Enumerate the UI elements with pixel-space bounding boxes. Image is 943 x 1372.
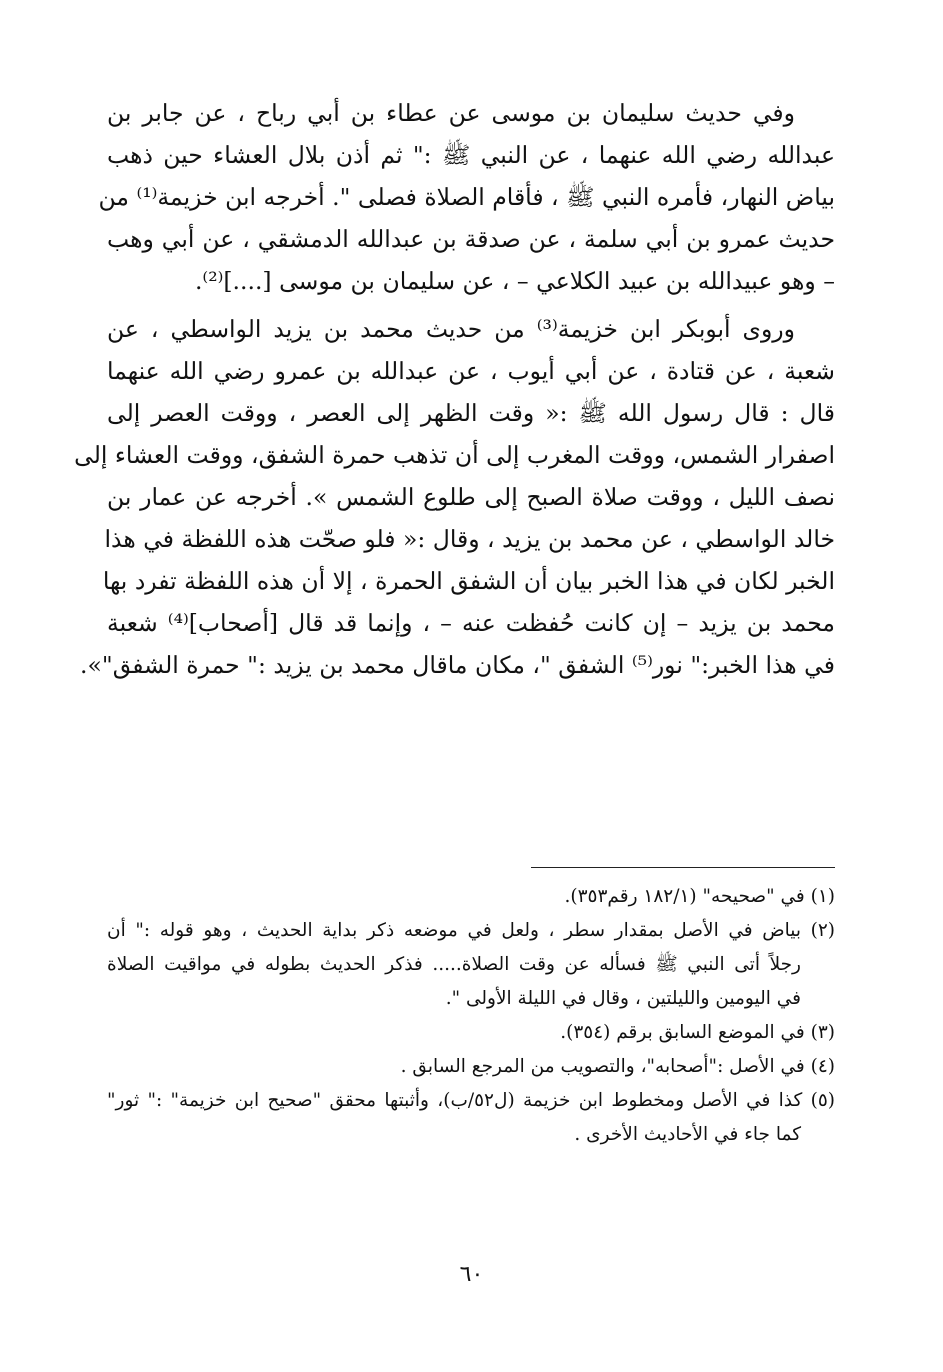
main-text bbox=[74, 92, 835, 686]
body-line: نصف الليل ، ووقت صلاة الصبح إلى طلوع الشمس ». أخرجه عن عمار بن bbox=[107, 483, 835, 511]
footnote-2-continued: في اليومين والليلتين ، وقال في الليلة الأولى ". bbox=[445, 988, 801, 1009]
body-line: شعبة ، عن قتادة ، عن أبي أيوب ، عن عبدالله بن عمرو رضي الله عنهما bbox=[107, 357, 835, 385]
body-line: بياض النهار، فأمره النبي ﷺ ، فأقام الصلاة فصلى ". أخرجه ابن خزيمة⁽¹⁾ من bbox=[98, 183, 835, 211]
footnote-2: (٢) بياض في الأصل بمقدار سطر ، ولعل في موضعه ذكر بداية الحديث ، وهو قوله :" أن bbox=[107, 920, 835, 941]
body-line: قال : قال رسول الله ﷺ :« وقت الظهر إلى العصر ، ووقت العصر إلى bbox=[107, 399, 835, 427]
body-line: وفي حديث سليمان بن موسى عن عطاء بن أبي رباح ، عن جابر بن bbox=[107, 99, 795, 127]
footnotes bbox=[107, 880, 835, 1152]
body-line: في هذا الخبر:" نور⁽⁵⁾ الشفق "، مكان ماقال محمد بن يزيد :" حمرة الشفق"». bbox=[80, 651, 835, 679]
body-line: وروى أبوبكر ابن خزيمة⁽³⁾ من حديث محمد بن يزيد الواسطي ، عن bbox=[107, 315, 795, 343]
footnote-2-continued: رجلاً أتى النبي ﷺ فسأله عن وقت الصلاة..... فذكر الحديث بطوله في مواقيت الصلاة bbox=[107, 954, 801, 975]
footnote-5: (٥) كذا في الأصل ومخطوط ابن خزيمة (ل٥٢/ب)، وأثبتها محقق "صحيح ابن خزيمة" :" ثور" bbox=[107, 1090, 835, 1111]
page-number: ٦٠ bbox=[459, 1262, 484, 1287]
body-line: حديث عمرو بن أبي سلمة ، عن صدقة بن عبدالله الدمشقي ، عن أبي وهب bbox=[107, 225, 835, 253]
body-line: عبدالله رضي الله عنهما ، عن النبي ﷺ :" ثم أذن بلال العشاء حين ذهب bbox=[107, 141, 835, 169]
body-line: – وهو عبيدالله بن عبيد الكلاعي – ، عن سليمان بن موسى [....]⁽²⁾. bbox=[194, 267, 835, 295]
body-line: محمد بن يزيد – إن كانت حُفظت عنه – ، وإنما قد قال [أصحاب]⁽⁴⁾ شعبة bbox=[107, 609, 835, 637]
footnote-1: (١) في "صحيحه" (١٨٢/١ رقم٣٥٣). bbox=[564, 886, 835, 907]
body-line: خالد الواسطي ، عن محمد بن يزيد ، وقال :« فلو صحّت هذه اللفظة في هذا bbox=[104, 525, 835, 553]
footnote-3: (٣) في الموضع السابق برقم (٣٥٤). bbox=[560, 1022, 835, 1043]
body-line: اصفرار الشمس، ووقت المغرب إلى أن تذهب حمرة الشفق، ووقت العشاء إلى bbox=[74, 441, 835, 469]
footnote-4: (٤) في الأصل :"أصحابه"، والتصويب من المرجع السابق . bbox=[400, 1056, 835, 1077]
body-line: الخبر لكان في هذا الخبر بيان أن الشفق الحمرة ، إلا أن هذه اللفظة تفرد بها bbox=[102, 567, 835, 595]
footnote-separator bbox=[531, 867, 835, 868]
footnote-5-continued: كما جاء في الأحاديث الأخرى . bbox=[574, 1124, 801, 1145]
